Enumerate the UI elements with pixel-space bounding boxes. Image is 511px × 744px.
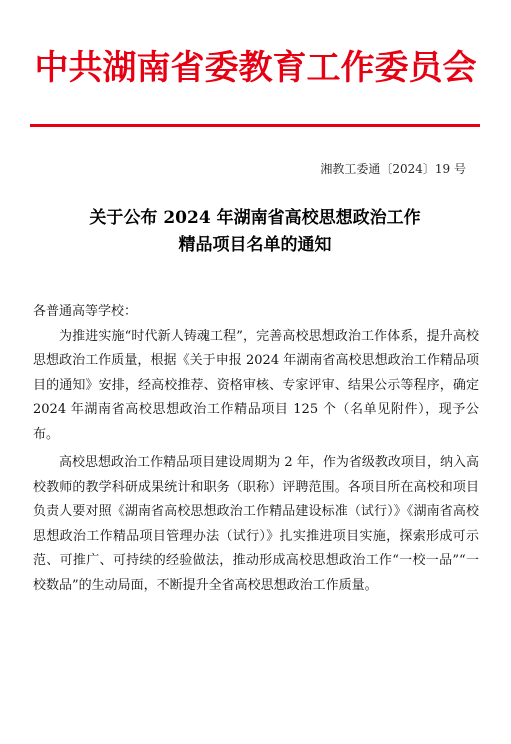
document-number: 湘教工委通〔2024〕19 号	[320, 162, 466, 176]
title-line-1: 关于公布 2024 年湖南省高校思想政治工作	[89, 208, 421, 228]
masthead-org-name: 中共湖南省委教育工作委员会	[34, 48, 477, 88]
red-header-rule	[30, 124, 480, 127]
body-paragraph-2: 高校思想政治工作精品项目建设周期为 2 年，作为省级教改项目，纳入高校教师的教学科研成果统计和职务（职称）评聘范围。各项目所在高校和项目负责人要对照《湖南省高校思想政治工作精品建设标准（试行）》《湖南省高校思想政治工作精品项目管理办法（试行）》扎实推进项目实施，探索形成可示范、可推广、可持续的经验做法，推动形成高校思想政治工作“一校一品”“一校数品”的生动局面，不断提升全省高校思想政治工作质量。	[33, 455, 479, 593]
salutation: 各普通高等学校：	[33, 304, 138, 319]
document-title	[30, 205, 480, 259]
document-body	[33, 300, 479, 598]
title-line-2: 精品项目名单的通知	[178, 235, 332, 255]
body-paragraph-1: 为推进实施“时代新人铸魂工程”，完善高校思想政治工作体系，提升高校思想政治工作质量，根据《关于申报 2024 年湖南省高校思想政治工作精品项目的通知》安排，经高校推荐、资格审核、专家评审、结果公示等程序，确定 2024 年湖南省高校思想政治工作精品项目 125 个（名单见附件），现予公布。	[33, 328, 479, 442]
